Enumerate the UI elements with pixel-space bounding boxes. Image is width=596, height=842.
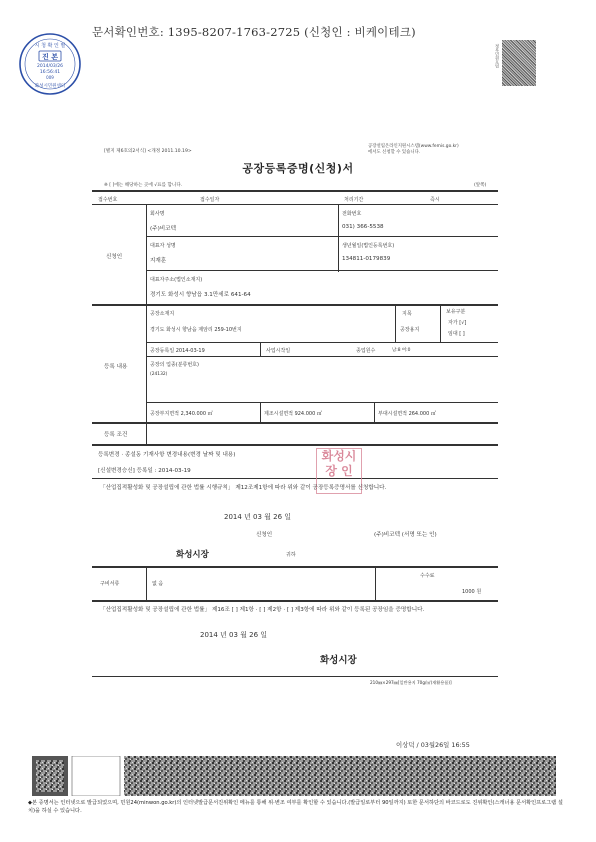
- document-confirm-number: 문서확인번호: 1395-8207-1763-2725 (신청인 : 비케이테크): [92, 25, 416, 39]
- new-registration: [신설변경승신] 등록일 : 2014-03-19: [98, 468, 191, 474]
- check-notice: ※ [ ]에는 해당하는 곳에 √표를 합니다.: [104, 183, 183, 188]
- ownership-self: 자가 [√]: [448, 320, 467, 326]
- rep-label: 대표자 성명: [150, 243, 176, 249]
- attachments-label: 구비서류: [100, 581, 120, 587]
- site-area: 공장부지면적 2,340.000 ㎡: [150, 411, 213, 417]
- receipt-date-label: 접수일자: [200, 197, 220, 203]
- reg-date: 공장등록일 2014-03-19: [150, 348, 205, 354]
- seal-time: 16:56:41: [39, 70, 61, 75]
- certification-date: 2014 년 03 월 26 일: [200, 631, 268, 639]
- applicant-section-label: 신청인: [106, 254, 123, 260]
- paper-spec: 210㎜×297㎜[일반용지 70g/㎡(재활용품)]: [370, 680, 452, 685]
- processing-period-value: 즉시: [430, 197, 440, 203]
- jimok-label: 지목: [402, 311, 412, 317]
- online-notice: [368, 144, 459, 155]
- footer-notice: ◆본 증명서는 인터넷으로 발급되었으며, 민원24(minwon.go.kr)의 인터넷발급문서진위확인 메뉴를 통해 위·변조 여부를 확인할 수 있습니다.(발급일로부터 90일까지) 또한 문서하단의 바코드로도 진위확인(스캐너용 문서확인프로그램 설치)을 하실 수 있습니다.: [28, 800, 563, 814]
- issuing-mayor: 화성시장: [320, 655, 357, 666]
- ownership-label: 보유구분: [446, 309, 466, 315]
- form-title: 공장등록증명(신청)서: [242, 162, 354, 175]
- fee-label: 수수료: [420, 573, 435, 579]
- qr-label: 정부민원포털: [495, 44, 500, 68]
- certification-seal-icon: [18, 32, 82, 96]
- seal-bottom-text: 화성시민원센터: [34, 84, 66, 89]
- aux-area: 부대시설면적 264.000 ㎡: [378, 411, 436, 417]
- applicant-sign-label: 신청인: [256, 532, 273, 538]
- attachments-value: 없 음: [152, 581, 164, 587]
- address-label: 대표자주소(법인소재지): [150, 277, 203, 283]
- phone-value: 031) 366-5538: [342, 224, 384, 230]
- online-notice-line-2: 에서도 신청할 수 있습니다.: [368, 149, 421, 155]
- fee-value: 1000 원: [462, 589, 482, 595]
- stamp-line-2: 장 인: [325, 464, 353, 478]
- birth-value: 134811-0179839: [342, 256, 391, 262]
- receipt-no-label: 접수번호: [98, 197, 118, 203]
- phone-label: 전화번호: [342, 211, 362, 217]
- certification-text: 「산업집적활성화 및 공장설립에 관한 법률」 제16조 [ ] 제1항 · [ ] 제2항 · [ ] 제3항에 따라 위와 같이 등록된 공장임을 증명합니다.: [100, 607, 425, 613]
- verification-code-block: [494, 40, 536, 94]
- mfg-area: 제조시설면적 924.000 ㎡: [264, 411, 322, 417]
- address-value: 경기도 화성시 향남읍 3.1만세로 641-64: [150, 292, 251, 298]
- change-history: 등록변경 · 종설동 기재사항 변경내용(변경 날짜 및 내용): [98, 452, 236, 458]
- applicant-sign-value: (주)비코텍 (서명 또는 인): [374, 532, 437, 538]
- seal-date: 2014/03/26: [37, 64, 63, 69]
- qr-code-icon: [502, 40, 536, 86]
- recipient-mayor: 화성시장: [176, 550, 209, 560]
- form-number: [별지 제6호의2서식] <개정 2011.10.19>: [104, 149, 192, 154]
- company-label: 회사명: [150, 211, 165, 217]
- processing-period-label: 처리기간: [344, 197, 364, 203]
- application-date: 2014 년 03 월 26 일: [224, 513, 292, 521]
- issuer-line: 이상덕 / 03월26일 16:55: [396, 741, 470, 749]
- rep-value: 지재훈: [150, 258, 167, 264]
- employees-value: 남:8 여:0: [392, 348, 411, 353]
- barcode-icon: [32, 756, 556, 796]
- employees-label: 종업원수: [356, 348, 376, 354]
- company-value: (주)비코텍: [150, 226, 176, 232]
- birth-label: 생년월일(법인등록번호): [342, 243, 395, 249]
- conditions-label: 등록 조건: [104, 432, 128, 438]
- recipient-suffix: 귀하: [286, 552, 296, 558]
- industry-value: (24132): [150, 372, 168, 377]
- factory-address-label: 공장소재지: [150, 311, 175, 317]
- seal-mid-text: 진 본: [42, 53, 58, 61]
- seal-code: 009: [46, 75, 54, 80]
- registration-section-label: 등록 내용: [104, 364, 128, 370]
- factory-address-value: 경기도 화성시 향남읍 제암리 259-10번지: [150, 327, 242, 333]
- jimok-value: 공장용지: [400, 327, 420, 333]
- declaration-text: 「산업집적활성화 및 공장설립에 관한 법률 시행규칙」 제12조제1항에 따라 위와 같이 공장등록증명서를 신청합니다.: [100, 485, 387, 491]
- industry-label: 공장의 업종(분류번호): [150, 362, 199, 368]
- seal-top-text: 시 청 확 인 필: [34, 43, 66, 49]
- ownership-lease: 임대 [ ]: [448, 331, 465, 337]
- online-notice-line-1: 공장설립온라인지원시스템(www.femis.go.kr): [368, 144, 459, 149]
- stamp-line-1: 화성시: [321, 449, 357, 463]
- op-start-label: 사업시작일: [266, 348, 291, 354]
- page-side: (앞쪽): [474, 183, 487, 188]
